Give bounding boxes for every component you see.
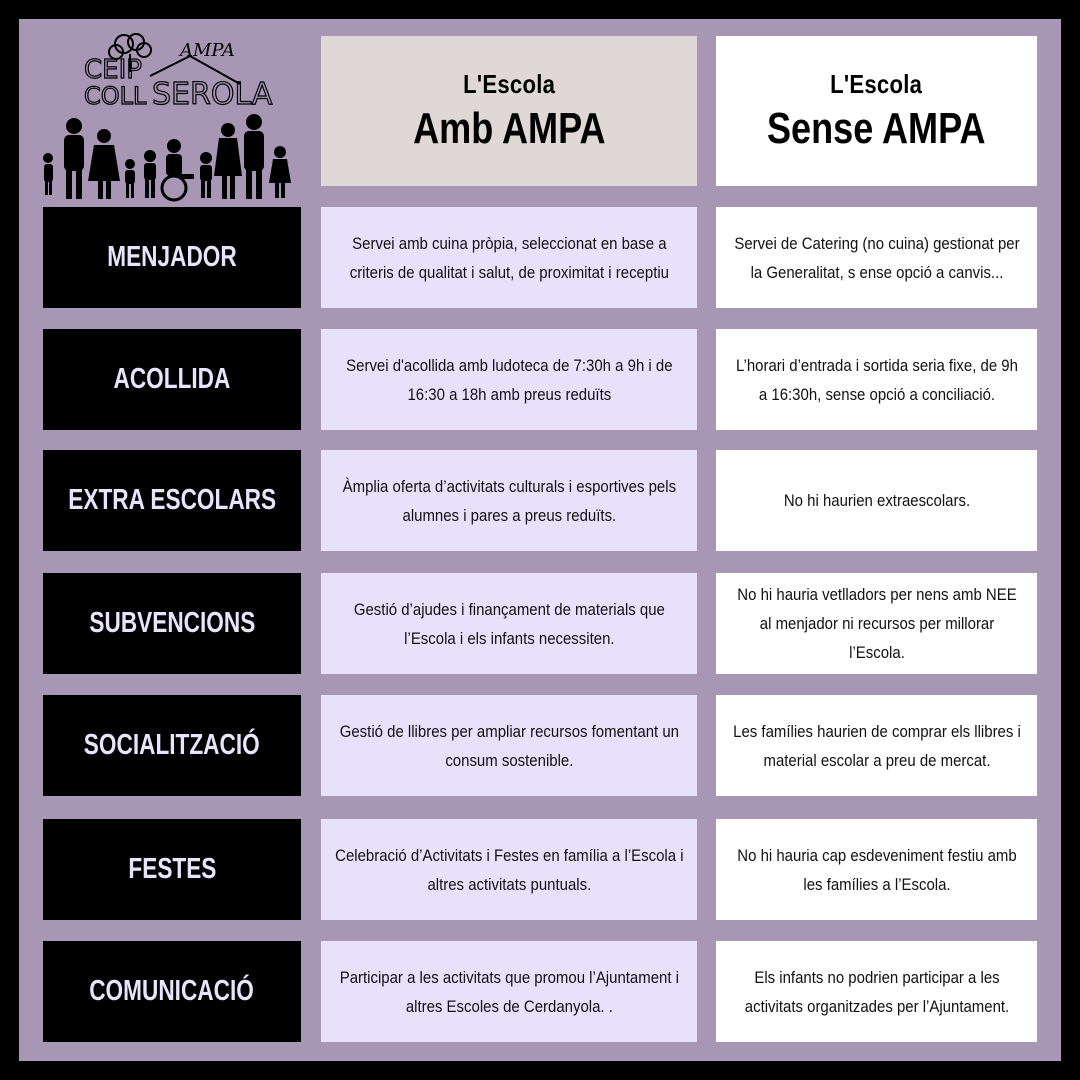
logo-graphic	[40, 28, 302, 204]
cell-text: No hi hauria cap esdeveniment festiu amb les famílies a l’Escola.	[736, 845, 1017, 894]
header-amb-big: Amb AMPA	[412, 103, 606, 153]
row-label-text: SOCIALITZACIÓ	[84, 729, 260, 761]
row-label-extra-escolars	[43, 450, 301, 551]
cell-text: L’horari d’entrada i sortida seria fixe, de 9h a 16:30h, sense opció a conciliació.	[735, 355, 1018, 404]
cell-text: No hi hauria vetlladors per nens amb NEE al menjador ni recursos per millorar l’Escola.	[736, 585, 1017, 662]
row-label-festes	[43, 819, 301, 920]
family-silhouette-icon	[43, 114, 291, 200]
row-label-subvencions	[43, 573, 301, 674]
row-label-acollida	[43, 329, 301, 430]
cell-sense-socialitzacio	[716, 695, 1037, 796]
logo-ampa-text: AMPA	[180, 40, 235, 61]
row-label-text: COMUNICACIÓ	[89, 975, 255, 1007]
row-label-menjador	[43, 207, 301, 308]
cell-text: Participar a les activitats que promou l’Ajuntament i altres Escoles de Cerdanyola. .	[339, 967, 679, 1016]
row-label-text: SUBVENCIONS	[89, 607, 255, 639]
cell-text: Els infants no podrien participar a les activitats organitzades per l’Ajuntament.	[744, 967, 1009, 1016]
cell-sense-extra-escolars	[716, 450, 1037, 551]
row-label-text: FESTES	[128, 853, 216, 885]
logo-coll-text: COLL	[84, 82, 147, 110]
cell-sense-comunicacio	[716, 941, 1037, 1042]
cell-amb-acollida	[321, 329, 697, 430]
cell-sense-subvencions	[716, 573, 1037, 674]
cell-amb-socialitzacio	[321, 695, 697, 796]
row-label-socialitzacio	[43, 695, 301, 796]
cell-amb-menjador	[321, 207, 697, 308]
cell-amb-extra-escolars	[321, 450, 697, 551]
cell-text: Servei d'acollida amb ludoteca de 7:30h a 9h i de 16:30 a 18h amb preus reduïts	[345, 355, 673, 404]
ampa-logo	[40, 28, 302, 204]
cell-text: Gestió d’ajudes i finançament de materials que l’Escola i els infants necessiten.	[353, 599, 665, 648]
cell-sense-menjador	[716, 207, 1037, 308]
row-label-text: MENJADOR	[107, 241, 237, 273]
logo-serola-text: SEROLA	[152, 77, 273, 112]
cell-text: No hi haurien extraescolars.	[783, 491, 970, 510]
header-sense-big: Sense AMPA	[767, 103, 986, 153]
cell-amb-festes	[321, 819, 697, 920]
cell-sense-acollida	[716, 329, 1037, 430]
row-label-comunicacio	[43, 941, 301, 1042]
header-sense-small: L'Escola	[830, 68, 923, 99]
cell-text: Àmplia oferta d’activitats culturals i esportives pels alumnes i pares a preus reduïts.	[342, 476, 676, 525]
header-amb-small: L'Escola	[462, 68, 556, 99]
cell-amb-subvencions	[321, 573, 697, 674]
cell-text: Gestió de llibres per ampliar recursos fomentant un consum sostenible.	[339, 721, 679, 770]
row-label-text: EXTRA ESCOLARS	[68, 484, 276, 516]
row-label-text: ACOLLIDA	[113, 363, 231, 395]
cell-sense-festes	[716, 819, 1037, 920]
cell-text: Servei amb cuina pròpia, seleccionat en base a criteris de qualitat i salut, de proximitat i receptiu	[349, 233, 669, 282]
cell-text: Les famílies haurien de comprar els llibres i material escolar a preu de mercat.	[732, 721, 1021, 770]
cell-amb-comunicacio	[321, 941, 697, 1042]
header-sense-ampa	[716, 36, 1037, 186]
header-amb-ampa	[321, 36, 697, 186]
cell-text: Servei de Catering (no cuina) gestionat per la Generalitat, s ense opció a canvis...	[733, 233, 1020, 282]
cell-text: Celebració d’Activitats i Festes en família a l’Escola i altres activitats puntuals.	[334, 845, 684, 894]
logo-ceip-text: CEIP	[84, 55, 142, 85]
